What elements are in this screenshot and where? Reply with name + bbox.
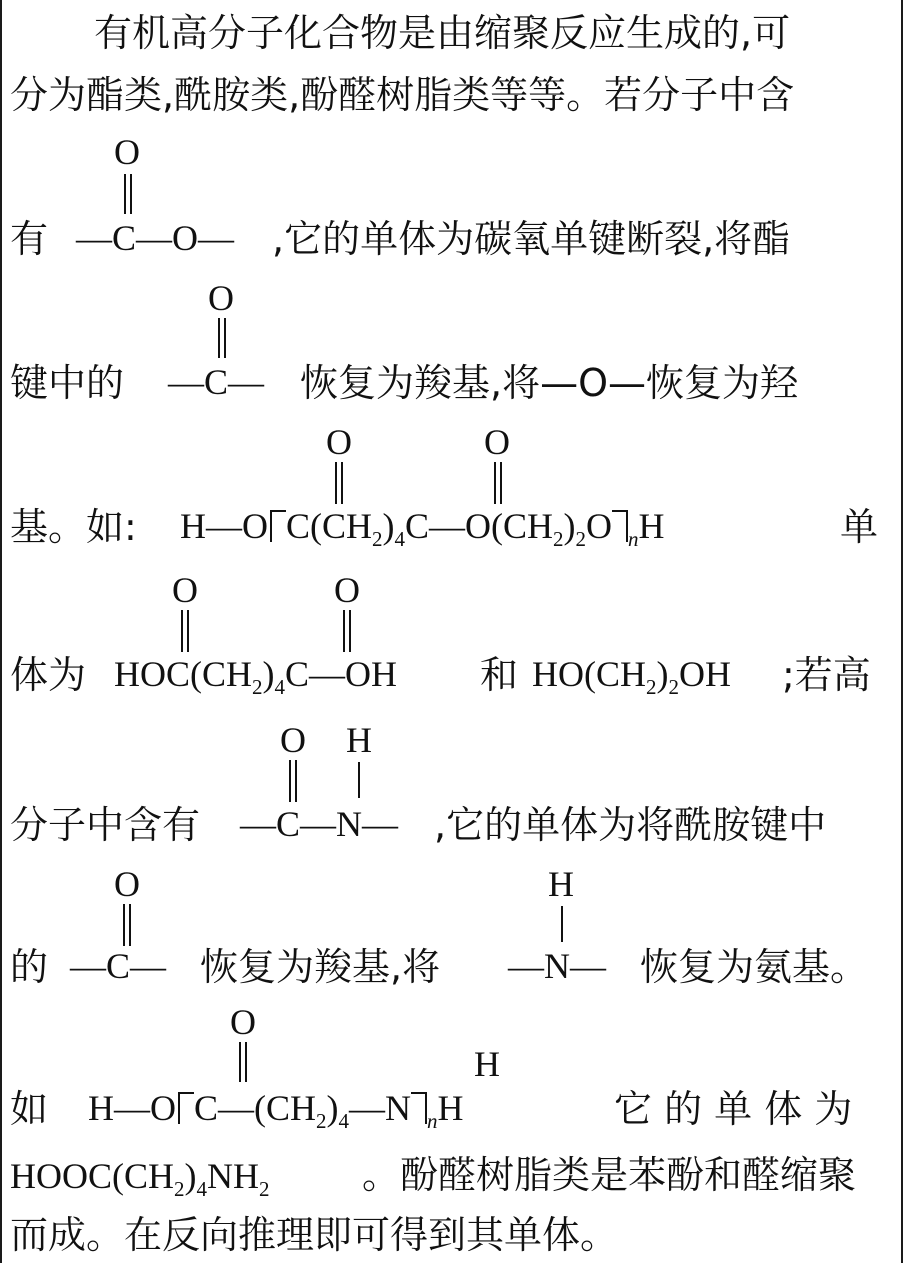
double-bond-line-a [218, 318, 220, 358]
amide-group: —C—N— [240, 804, 399, 844]
line-4-prefix: 键中的 [10, 361, 125, 405]
line-5-text: 单 [840, 505, 879, 549]
carbonyl-oxygen-1: O [326, 422, 352, 462]
line-3-text: ,它的单体为碳氧单键断裂,将酯 [272, 217, 791, 261]
amino-acid-monomer: $HOOC(CH_2)_4NH_2$ [10, 1156, 270, 1201]
double-bond-line-b [341, 462, 343, 504]
double-bond-line-b [187, 610, 189, 652]
line-10-text: 。酚醛树脂类是苯酚和醛缩聚 [362, 1153, 857, 1197]
carbonyl-oxygen-1: O [172, 570, 198, 610]
single-bond-line [561, 906, 563, 942]
line-8-text: 恢复为氨基。 [640, 945, 869, 989]
double-bond-line-a [181, 610, 183, 652]
line-5-prefix: 基。如: [10, 505, 137, 549]
double-bond-line-a [239, 1042, 241, 1082]
double-bond-line-a [494, 462, 496, 504]
amide-hydrogen: H [346, 720, 372, 760]
carbonyl-oxygen: O [230, 1002, 256, 1042]
line-6-text: ;若高 [782, 653, 871, 697]
ester-carbonyl-oxygen: O [114, 132, 140, 172]
line-3-prefix: 有 [10, 217, 49, 261]
line-7-prefix: 分子中含有 [10, 803, 201, 847]
amine-hydrogen: H [474, 1044, 500, 1084]
line-9-text: 它 的 单 体 为 [614, 1087, 853, 1131]
paragraph-line-2: 分为酯类,酰胺类,酚醛树脂类等等。若分子中含 [10, 73, 795, 117]
double-bond-line-a [335, 462, 337, 504]
carbonyl-group: —C— [70, 946, 167, 986]
double-bond-line-a [123, 904, 125, 946]
line-6-prefix: 体为 [10, 653, 87, 697]
carbonyl-oxygen-2: O [484, 422, 510, 462]
carbonyl-group: —C— [168, 362, 265, 402]
line-8-middle: 恢复为羧基,将 [200, 945, 441, 989]
polyamide-formula: H—O $C—(CH_2)_4—N$ $_n$H [88, 1088, 464, 1133]
double-bond-line-a [289, 760, 291, 802]
carbonyl-oxygen: O [114, 864, 140, 904]
line-4-text: 恢复为羧基,将—O—恢复为羟 [300, 361, 798, 405]
monomer-acid-formula: $HOC(CH_2)_4C—OH$ [114, 654, 398, 699]
double-bond-line-b [129, 904, 131, 946]
line-9-prefix: 如 [10, 1087, 49, 1131]
single-bond-line [358, 762, 360, 798]
amine-hydrogen: H [548, 864, 574, 904]
double-bond-line-b [245, 1042, 247, 1082]
double-bond-line-b [224, 318, 226, 358]
conjunction-and: 和 [480, 653, 519, 697]
monomer-diol-formula: $HO(CH_2)_2OH$ [532, 654, 731, 699]
double-bond-line-a [124, 174, 126, 214]
line-8-prefix: 的 [10, 945, 49, 989]
double-bond-line-b [349, 610, 351, 652]
carbonyl-oxygen-2: O [334, 570, 360, 610]
amine-group: —N— [508, 946, 606, 986]
double-bond-line-b [500, 462, 502, 504]
ester-group: —C—O— [76, 218, 235, 258]
amide-carbonyl-oxygen: O [280, 720, 306, 760]
paragraph-line-11: 而成。在反向推理即可得到其单体。 [10, 1213, 619, 1257]
polyester-formula: H—O $C(CH_2)_4C—O(CH_2)_2O$ $_n$H [180, 506, 665, 551]
double-bond-line-b [295, 760, 297, 802]
paragraph-line-1: 有机高分子化合物是由缩聚反应生成的,可 [94, 11, 791, 55]
carbonyl-oxygen: O [208, 278, 234, 318]
double-bond-line-b [130, 174, 132, 214]
line-7-text: ,它的单体为将酰胺键中 [434, 803, 827, 847]
double-bond-line-a [343, 610, 345, 652]
